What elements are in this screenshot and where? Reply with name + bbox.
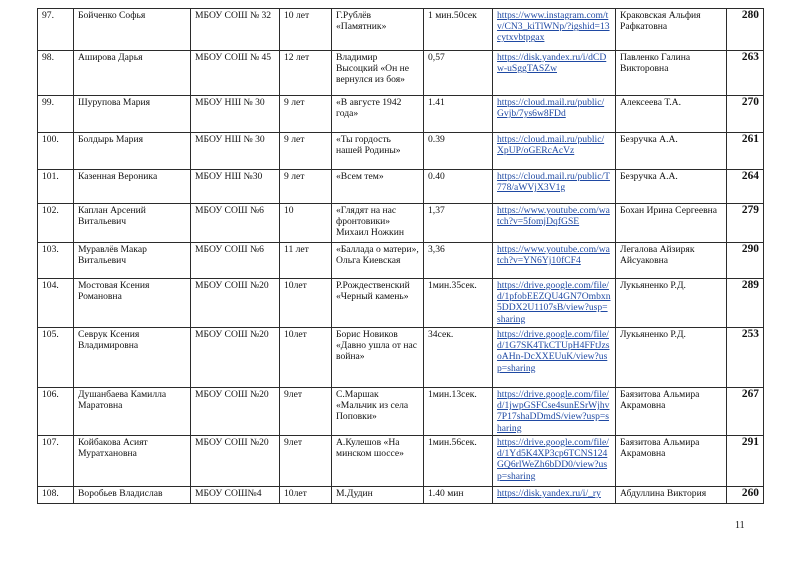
video-link[interactable]: https://cloud.mail.ru/public/Gvjb/7ys6w8FDd: [493, 96, 616, 133]
age: 10лет: [280, 487, 332, 504]
school: МБОУ СОШ №20: [191, 279, 280, 328]
row-number: 100.: [38, 133, 74, 170]
duration: 1мин.56сек.: [424, 436, 493, 487]
school: МБОУ СОШ №20: [191, 328, 280, 388]
score: 289: [727, 279, 764, 328]
participant-name: Воробьев Владислав: [74, 487, 191, 504]
video-link[interactable]: https://www.youtube.com/watch?v=YN6Yj10fCF4: [493, 243, 616, 279]
video-link[interactable]: https://www.youtube.com/watch?v=5fomjDqfGSE: [493, 204, 616, 243]
row-number: 108.: [38, 487, 74, 504]
work-title: А.Кулешов «На минском шоссе»: [332, 436, 424, 487]
video-link[interactable]: https://drive.google.com/file/d/1pfobEEZQU4GN7Ombxn5DDX2U1107sB/view?usp=sharing: [493, 279, 616, 328]
work-title: Борис Новиков «Давно ушла от нас война»: [332, 328, 424, 388]
table-row: [38, 204, 764, 243]
work-title: Г.Рублёв «Памятник»: [332, 9, 424, 51]
teacher: Краковская Альфия Рафкатовна: [616, 9, 727, 51]
duration: 1,37: [424, 204, 493, 243]
score: 261: [727, 133, 764, 170]
video-link[interactable]: https://cloud.mail.ru/public/T778/aWVjX3V1g: [493, 170, 616, 204]
duration: 1 мин.50сек: [424, 9, 493, 51]
score: 280: [727, 9, 764, 51]
video-link[interactable]: https://disk.yandex.ru/i/_ry: [493, 487, 616, 504]
page-number: 11: [735, 520, 745, 531]
work-title: «Баллада о матери», Ольга Киевская: [332, 243, 424, 279]
score: 290: [727, 243, 764, 279]
table-row: [38, 133, 764, 170]
participant-name: Муравлёв Макар Витальевич: [74, 243, 191, 279]
table-row: [38, 328, 764, 388]
age: 9 лет: [280, 170, 332, 204]
teacher: Баязитова Альмира Акрамовна: [616, 388, 727, 436]
work-title: Владимир Высоцкий «Он не вернулся из боя»: [332, 51, 424, 96]
school: МБОУ СОШ №6: [191, 243, 280, 279]
table-row: [38, 96, 764, 133]
row-number: 104.: [38, 279, 74, 328]
age: 10лет: [280, 279, 332, 328]
row-number: 101.: [38, 170, 74, 204]
duration: 0,57: [424, 51, 493, 96]
age: 11 лет: [280, 243, 332, 279]
video-link[interactable]: https://drive.google.com/file/d/1G7SK4TkCTUpH4FFtJzsoAHn-DcXXEUuK/view?usp=sharing: [493, 328, 616, 388]
age: 10лет: [280, 328, 332, 388]
school: МБОУ СОШ №20: [191, 436, 280, 487]
work-title: М.Дудин: [332, 487, 424, 504]
duration: 34сек.: [424, 328, 493, 388]
work-title: «Глядят на нас фронтовики» Михаил Ножкин: [332, 204, 424, 243]
work-title: «В августе 1942 года»: [332, 96, 424, 133]
table-row: [38, 243, 764, 279]
age: 10: [280, 204, 332, 243]
participant-name: Казенная Вероника: [74, 170, 191, 204]
school: МБОУ СОШ№4: [191, 487, 280, 504]
duration: 0.40: [424, 170, 493, 204]
duration: 1мин.35сек.: [424, 279, 493, 328]
duration: 1.41: [424, 96, 493, 133]
age: 9 лет: [280, 133, 332, 170]
table-body: [38, 9, 764, 504]
school: МБОУ СОШ №20: [191, 388, 280, 436]
participant-name: Койбакова Асият Муратхановна: [74, 436, 191, 487]
score: 270: [727, 96, 764, 133]
table-row: [38, 388, 764, 436]
duration: 1мин.13сек.: [424, 388, 493, 436]
score: 279: [727, 204, 764, 243]
school: МБОУ СОШ № 32: [191, 9, 280, 51]
row-number: 106.: [38, 388, 74, 436]
video-link[interactable]: https://drive.google.com/file/d/1Yd5K4XP3cp6TCNS124GQ6rlWeZh6bDD0/view?usp=sharing: [493, 436, 616, 487]
duration: 3,36: [424, 243, 493, 279]
score: 264: [727, 170, 764, 204]
school: МБОУ СОШ № 45: [191, 51, 280, 96]
teacher: Лукьяненко Р.Д.: [616, 328, 727, 388]
row-number: 98.: [38, 51, 74, 96]
row-number: 99.: [38, 96, 74, 133]
teacher: Лукьяненко Р.Д.: [616, 279, 727, 328]
video-link[interactable]: https://cloud.mail.ru/public/XpUP/oGERcAcVz: [493, 133, 616, 170]
age: 9лет: [280, 388, 332, 436]
table-row: [38, 51, 764, 96]
age: 9 лет: [280, 96, 332, 133]
teacher: Абдуллина Виктория: [616, 487, 727, 504]
table-row: [38, 279, 764, 328]
score: 267: [727, 388, 764, 436]
table-row: [38, 487, 764, 504]
table-row: [38, 9, 764, 51]
teacher: Безручка А.А.: [616, 133, 727, 170]
teacher: Бохан Ирина Сергеевна: [616, 204, 727, 243]
table-row: [38, 170, 764, 204]
school: МБОУ НШ №30: [191, 170, 280, 204]
participant-name: Душанбаева Камилла Маратовна: [74, 388, 191, 436]
row-number: 107.: [38, 436, 74, 487]
row-number: 102.: [38, 204, 74, 243]
work-title: Р.Рождественский «Черный камень»: [332, 279, 424, 328]
participant-name: Шурупова Мария: [74, 96, 191, 133]
work-title: «Всем тем»: [332, 170, 424, 204]
participant-name: Каплан Арсений Витальевич: [74, 204, 191, 243]
duration: 1.40 мин: [424, 487, 493, 504]
teacher: Павленко Галина Викторовна: [616, 51, 727, 96]
teacher: Баязитова Альмира Акрамовна: [616, 436, 727, 487]
age: 12 лет: [280, 51, 332, 96]
video-link[interactable]: https://drive.google.com/file/d/1jwpGSFCse4sunESrWjhv7P17shaDDmdS/view?usp=sharing: [493, 388, 616, 436]
score: 263: [727, 51, 764, 96]
row-number: 103.: [38, 243, 74, 279]
teacher: Легалова Айзиряк Айсуаковна: [616, 243, 727, 279]
participant-name: Севрук Ксения Владимировна: [74, 328, 191, 388]
age: 10 лет: [280, 9, 332, 51]
teacher: Алексеева Т.А.: [616, 96, 727, 133]
video-link[interactable]: https://www.instagram.com/tv/CN3_kiTlWNp/?igshid=13cytxvbtpgax: [493, 9, 616, 51]
video-link[interactable]: https://disk.yandex.ru/i/dCDw-uSggTASZw: [493, 51, 616, 96]
teacher: Безручка А.А.: [616, 170, 727, 204]
row-number: 105.: [38, 328, 74, 388]
score: 260: [727, 487, 764, 504]
age: 9лет: [280, 436, 332, 487]
school: МБОУ СОШ №6: [191, 204, 280, 243]
participant-name: Аширова Дарья: [74, 51, 191, 96]
school: МБОУ НШ № 30: [191, 96, 280, 133]
school: МБОУ НШ № 30: [191, 133, 280, 170]
row-number: 97.: [38, 9, 74, 51]
score: 291: [727, 436, 764, 487]
participants-table: [37, 8, 764, 504]
participant-name: Бойченко Софья: [74, 9, 191, 51]
work-title: С.Маршак «Мальчик из села Поповки»: [332, 388, 424, 436]
score: 253: [727, 328, 764, 388]
participant-name: Мостовая Ксения Романовна: [74, 279, 191, 328]
duration: 0.39: [424, 133, 493, 170]
table-row: [38, 436, 764, 487]
work-title: «Ты гордость нашей Родины»: [332, 133, 424, 170]
participant-name: Болдырь Мария: [74, 133, 191, 170]
